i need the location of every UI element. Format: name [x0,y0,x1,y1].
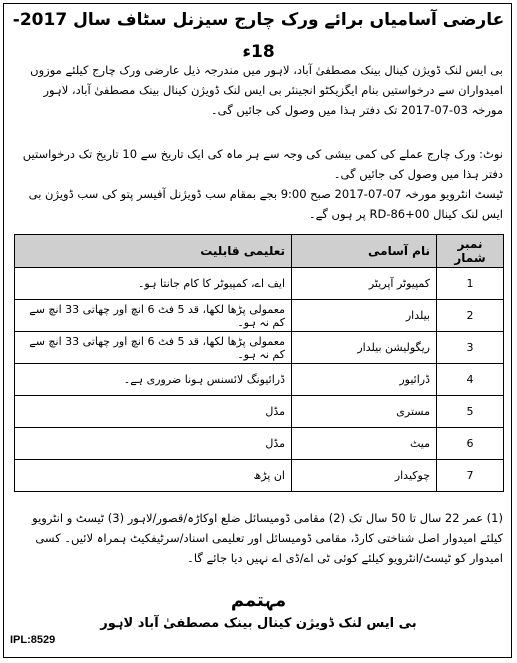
row-qualification: ڈرائیونگ لائسنس ہونا ضروری ہے۔ [15,364,292,396]
row-serial: 5 [437,396,504,428]
table-row [15,364,504,396]
row-post: میٹ [292,428,437,460]
row-qualification: ایف اے، کمپیوٹر کا کام جانتا ہو۔ [15,268,292,300]
table-row [15,268,504,300]
row-post: ریگولیشن بیلدار [292,332,437,364]
row-qualification: ان پڑھ [15,460,292,492]
row-qualification: مڈل [15,396,292,428]
table-row [15,332,504,364]
header-serial: نمبر شمار [437,235,504,268]
row-serial: 6 [437,428,504,460]
table-row [15,460,504,492]
row-qualification: معمولی پڑھا لکھا، قد 5 فٹ 6 انچ اور چھاتی 33 انچ سے کم نہ ہو۔ [15,332,292,364]
conditions-paragraph: (1) عمر 22 سال تا 50 سال تک (2) مقامی ڈومیسائل ضلع اوکاڑہ/قصور/لاہور (3) ٹیسٹ و انٹرویو کیلئے امیدوار اصل شناختی کارڈ، مقامی ڈومیسائل اور تعلیمی اسناد/سرٹیفکیٹ ہمراہ لائیں۔ کسی امیدوار کو ٹیسٹ/انٹرویو کیلئے کوئی ٹی اے/ڈی اے نہیں دیا جائے گا۔ [32,511,503,565]
row-qualification: مڈل [15,428,292,460]
vacancies-table [14,234,504,492]
interview-paragraph: ٹیسٹ انٹرویو مورخہ 07-07-2017 صبح 9:00 بجے بمقام سب ڈویژنل آفیسر پتو کی سب ڈویژن بی ایس لنک کینال 00+RD-86 پر ہوں گے۔ [28,187,503,221]
header-post: نام آسامی [292,235,437,268]
office-name: بی ایس لنک ڈویژن کینال بینک مصطفیٰ آباد لاہور [100,616,417,631]
table-row [15,428,504,460]
row-serial: 7 [437,460,504,492]
row-post: ڈرائیور [292,364,437,396]
row-post: کمپیوٹر آپریٹر [292,268,437,300]
table-row [15,396,504,428]
row-serial: 3 [437,332,504,364]
row-post: بیلدار [292,300,437,332]
header-qualification: تعلیمی قابلیت [15,235,292,268]
signature-title: مہتمم [230,590,287,611]
row-post: مستری [292,396,437,428]
row-serial: 2 [437,300,504,332]
table-row [15,300,504,332]
ipl-number: IPL:8529 [10,634,56,646]
row-serial: 4 [437,364,504,396]
table-header-row [15,235,504,268]
row-post: چوکیدار [292,460,437,492]
row-qualification: معمولی پڑھا لکھا، قد 5 فٹ 6 انچ اور چھاتی 33 انچ سے کم نہ ہو۔ [15,300,292,332]
ad-title: عارضی آسامیاں برائے ورک چارج سیزنل سٹاف سال 2017-18ء [12,10,505,62]
row-serial: 1 [437,268,504,300]
intro-paragraph: بی ایس لنک ڈویژن کینال بینک مصطفیٰ آباد، لاہور میں مندرجہ ذیل عارضی ورک چارج کیلئے موزوں امیدواران سے درخواستیں بنام ایگزیکٹو انجینئر بی ایس لنک ڈویژن کینال بینک مصطفیٰ آباد، لاہور مورخہ 03-07-2017 تک دفتر ہذا میں وصول کی جائیں گی۔ [30,63,503,117]
note-paragraph: نوٹ: ورک چارج عملے کی کمی بیشی کی وجہ سے ہر ماہ کی ایک تاریخ سے 10 تاریخ تک درخواستیں دفتر ہذا میں وصول کی جائیں گی۔ [22,147,503,181]
